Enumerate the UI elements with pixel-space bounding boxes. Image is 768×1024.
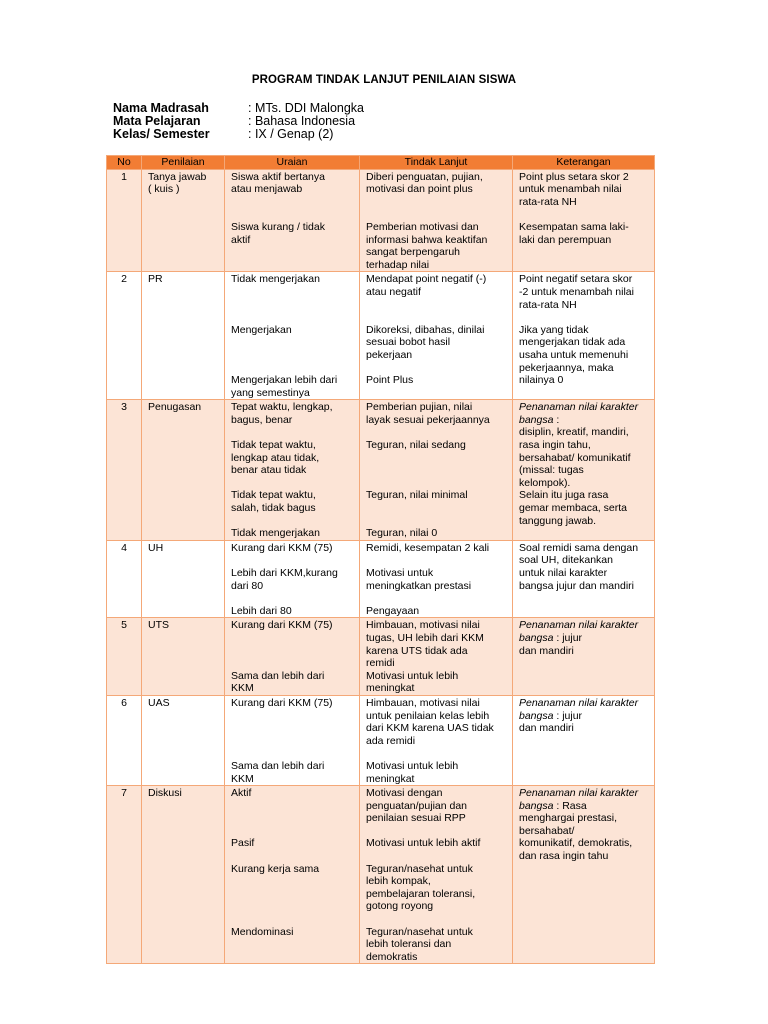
cell-line: Penugasan <box>148 401 202 414</box>
cell-line: Pemberian motivasi dan <box>366 220 479 233</box>
cell-line: tanggung jawab. <box>519 514 597 527</box>
cell-line: meningkatkan prestasi <box>366 579 472 592</box>
cell-line: Jika yang tidak <box>519 323 589 336</box>
cell-line: Point Plus <box>366 374 414 387</box>
header-tindak-lanjut: Tindak Lanjut <box>360 156 513 170</box>
cell-line <box>231 645 353 658</box>
cell-line: yang semestinya <box>231 386 310 399</box>
cell-penilaian <box>142 695 225 785</box>
cell-line: Mendominasi <box>231 925 294 938</box>
cell-keterangan <box>513 695 655 785</box>
header-keterangan: Keterangan <box>513 156 655 170</box>
cell-line: tugas, UH lebih dari KKM <box>366 631 484 644</box>
cell-line: usaha untuk memenuhi <box>519 348 629 361</box>
cell-line: Teguran, nilai sedang <box>366 439 466 452</box>
cell-line <box>366 554 506 567</box>
cell-tindak <box>360 272 513 400</box>
cell-line <box>231 735 353 748</box>
cell-line <box>231 311 353 324</box>
cell-line: sesuai bobot hasil <box>366 336 451 349</box>
cell-line <box>366 311 506 324</box>
cell-line: dan mandiri <box>519 644 574 657</box>
cell-line: untuk penilaian kelas lebih <box>366 709 490 722</box>
cell-line <box>231 812 353 825</box>
cell-line <box>231 208 353 221</box>
cell-line: PR <box>148 273 163 286</box>
cell-line: : Rasa <box>553 799 587 812</box>
follow-up-table <box>106 155 655 964</box>
info-label: Mata Pelajaran <box>113 114 201 128</box>
cell-line <box>231 362 353 375</box>
cell-keterangan <box>513 169 655 272</box>
cell-line: pekerjaan <box>366 348 413 361</box>
cell-line: Teguran/nasehat untuk <box>366 862 473 875</box>
cell-line: pembelajaran toleransi, <box>366 887 476 900</box>
cell-line <box>366 592 506 605</box>
cell-line: soal UH, ditekankan <box>519 554 613 567</box>
cell-line: Tidak tepat waktu, <box>231 489 316 502</box>
cell-line: penguatan/pujian dan <box>366 799 468 812</box>
cell-line <box>366 747 506 760</box>
cell-line: rata-rata NH <box>519 195 577 208</box>
cell-line: bersahabat/ <box>519 824 575 837</box>
cell-line: Kesempatan sama laki- <box>519 220 629 233</box>
cell-line: lebih toleransi dan <box>366 938 452 951</box>
cell-line <box>231 900 353 913</box>
cell-no: 2 <box>107 272 142 400</box>
cell-line <box>231 426 353 439</box>
cell-line: (missal: tugas <box>519 464 584 477</box>
cell-line <box>231 913 353 926</box>
cell-line <box>231 825 353 838</box>
cell-line <box>366 208 506 221</box>
cell-line: Pasif <box>231 837 255 850</box>
cell-no: 3 <box>107 400 142 541</box>
cell-tindak <box>360 169 513 272</box>
cell-line <box>231 477 353 490</box>
cell-line: karena UTS tidak ada <box>366 644 468 657</box>
cell-line <box>366 825 506 838</box>
table-row <box>107 272 655 400</box>
cell-line <box>366 299 506 312</box>
table-row <box>107 169 655 272</box>
header-penilaian: Penilaian <box>142 156 225 170</box>
cell-line: Motivasi untuk lebih <box>366 759 459 772</box>
cell-line: : jujur <box>553 709 583 722</box>
info-label: Kelas/ Semester <box>113 127 210 141</box>
cell-line: informasi bahwa keaktifan <box>366 233 488 246</box>
cell-line: Motivasi dengan <box>366 787 443 800</box>
cell-tindak <box>360 400 513 541</box>
cell-line <box>366 196 506 209</box>
cell-uraian <box>225 540 360 618</box>
cell-line: dari KKM karena UAS tidak <box>366 722 494 735</box>
keterangan-emphasis: Penanaman nilai karakter bangsa <box>519 696 639 722</box>
cell-line <box>366 850 506 863</box>
info-label: Nama Madrasah <box>113 101 209 115</box>
cell-line: Lebih dari 80 <box>231 604 292 617</box>
cell-line: Diskusi <box>148 787 182 800</box>
cell-line <box>519 208 648 221</box>
cell-penilaian <box>142 786 225 964</box>
cell-line: ada remidi <box>366 734 416 747</box>
cell-penilaian <box>142 169 225 272</box>
cell-line: layak sesuai pekerjaannya <box>366 413 490 426</box>
cell-line <box>519 311 648 324</box>
cell-line: laki dan perempuan <box>519 233 612 246</box>
cell-no: 4 <box>107 540 142 618</box>
cell-line: terhadap nilai <box>366 258 430 271</box>
cell-tindak <box>360 786 513 964</box>
table-row <box>107 695 655 785</box>
cell-line <box>231 196 353 209</box>
cell-line: ( kuis ) <box>148 183 180 196</box>
cell-line: Kurang kerja sama <box>231 862 320 875</box>
cell-line: lengkap atau tidak, <box>231 451 320 464</box>
cell-line: Soal remidi sama dengan <box>519 541 639 554</box>
cell-line: rata-rata NH <box>519 298 577 311</box>
cell-line <box>231 554 353 567</box>
cell-line: Sama dan lebih dari <box>231 669 325 682</box>
cell-penilaian <box>142 400 225 541</box>
cell-line: UAS <box>148 696 170 709</box>
cell-line: KKM <box>231 772 254 785</box>
cell-line: meningkat <box>366 772 415 785</box>
cell-line: Tanya jawab <box>148 170 207 183</box>
cell-uraian <box>225 695 360 785</box>
cell-line: komunikatif, demokratis, <box>519 837 633 850</box>
cell-line: KKM <box>231 682 254 695</box>
cell-line: Remidi, kesempatan 2 kali <box>366 541 490 554</box>
cell-uraian <box>225 400 360 541</box>
keterangan-emphasis: Penanaman nilai karakter bangsa <box>519 619 639 644</box>
cell-line: : jujur <box>553 631 583 644</box>
cell-line: dari 80 <box>231 579 264 592</box>
cell-line <box>366 515 506 528</box>
cell-line <box>366 426 506 439</box>
cell-line: pekerjaannya, maka <box>519 361 614 374</box>
cell-line: Tepat waktu, lengkap, <box>231 401 333 414</box>
cell-keterangan <box>513 786 655 964</box>
cell-penilaian <box>142 618 225 696</box>
cell-line: -2 untuk menambah nilai <box>519 285 634 298</box>
cell-tindak <box>360 618 513 696</box>
cell-line: penilaian sesuai RPP <box>366 812 466 825</box>
cell-line: Himbauan, motivasi nilai <box>366 619 480 632</box>
cell-line: disiplin, kreatif, mandiri, <box>519 426 629 439</box>
cell-line: rasa ingin tahu, <box>519 439 591 452</box>
cell-penilaian <box>142 540 225 618</box>
cell-line: salah, tidak bagus <box>231 502 316 515</box>
cell-line: Diberi penguatan, pujian, <box>366 170 483 183</box>
cell-line: kelompok). <box>519 476 571 489</box>
cell-line: untuk nilai karakter <box>519 567 608 579</box>
cell-line <box>231 286 353 299</box>
cell-line: Kurang dari KKM (75) <box>231 696 333 709</box>
table-row <box>107 400 655 541</box>
cell-line: atau negatif <box>366 285 421 298</box>
cell-no: 1 <box>107 169 142 272</box>
cell-uraian <box>225 786 360 964</box>
cell-keterangan <box>513 272 655 400</box>
cell-line: Pengayaan <box>366 604 420 617</box>
table-row <box>107 540 655 618</box>
cell-line: UH <box>148 541 164 554</box>
cell-line <box>231 336 353 349</box>
keterangan-emphasis: Penanaman nilai karakter bangsa <box>519 787 639 812</box>
info-value: : IX / Genap (2) <box>248 127 334 141</box>
cell-tindak <box>360 695 513 785</box>
cell-uraian <box>225 272 360 400</box>
cell-line: bagus, benar <box>231 413 293 426</box>
cell-line <box>231 657 353 670</box>
cell-line: Teguran, nilai minimal <box>366 489 468 502</box>
cell-line: Tidak mengerjakan <box>231 273 320 286</box>
cell-line: lebih kompak, <box>366 875 431 888</box>
cell-line: Pemberian pujian, nilai <box>366 401 473 414</box>
cell-line <box>231 632 353 645</box>
cell-line: Aktif <box>231 787 252 800</box>
cell-line: menghargai prestasi, <box>519 812 618 825</box>
cell-line: Himbauan, motivasi nilai <box>366 696 480 709</box>
cell-keterangan <box>513 400 655 541</box>
cell-no: 5 <box>107 618 142 696</box>
cell-line: sangat berpengaruh <box>366 246 460 259</box>
cell-penilaian <box>142 272 225 400</box>
cell-keterangan <box>513 618 655 696</box>
cell-line: untuk menambah nilai <box>519 183 622 196</box>
cell-line: bangsa jujur dan mandiri <box>519 579 634 592</box>
cell-line <box>366 464 506 477</box>
cell-no: 6 <box>107 695 142 785</box>
cell-line <box>231 592 353 605</box>
header-uraian: Uraian <box>225 156 360 170</box>
cell-keterangan <box>513 540 655 618</box>
cell-line <box>366 362 506 375</box>
info-value: : MTs. DDI Malongka <box>248 101 365 115</box>
cell-line: Motivasi untuk lebih <box>366 669 459 682</box>
cell-line: benar atau tidak <box>231 464 307 477</box>
cell-line <box>366 477 506 490</box>
cell-line: Mendapat point negatif (-) <box>366 273 487 286</box>
cell-line: dan rasa ingin tahu <box>519 850 609 863</box>
cell-line: Motivasi untuk lebih aktif <box>366 837 481 850</box>
cell-line: Dikoreksi, dibahas, dinilai <box>366 323 485 336</box>
cell-tindak <box>360 540 513 618</box>
cell-line <box>231 850 353 863</box>
cell-line: Teguran, nilai 0 <box>366 527 438 540</box>
cell-line: Kurang dari KKM (75) <box>231 541 333 554</box>
header-no: No <box>107 156 142 170</box>
cell-line: : <box>553 413 560 426</box>
cell-line <box>366 452 506 465</box>
cell-line: Sama dan lebih dari <box>231 759 325 772</box>
cell-line: Siswa aktif bertanya <box>231 170 325 183</box>
cell-line <box>366 913 506 926</box>
cell-line: UTS <box>148 619 169 632</box>
cell-line: bersahabat/ komunikatif <box>519 451 631 464</box>
cell-line <box>231 875 353 888</box>
cell-line <box>231 800 353 813</box>
cell-line: Point negatif setara skor <box>519 273 633 286</box>
cell-line <box>231 299 353 312</box>
cell-line: dan mandiri <box>519 722 574 735</box>
table-row <box>107 786 655 964</box>
cell-line: demokratis <box>366 950 418 963</box>
cell-line <box>231 710 353 723</box>
cell-line: Mengerjakan <box>231 323 292 336</box>
cell-line: Selain itu juga rasa <box>519 489 609 502</box>
cell-no: 7 <box>107 786 142 964</box>
cell-line: remidi <box>366 657 395 670</box>
cell-line <box>366 502 506 515</box>
cell-uraian <box>225 169 360 272</box>
cell-line <box>231 747 353 760</box>
cell-line: nilainya 0 <box>519 374 564 387</box>
cell-line: aktif <box>231 233 251 246</box>
cell-line: gotong royong <box>366 900 434 913</box>
cell-line: Motivasi untuk <box>366 567 434 579</box>
table-header-row <box>107 156 655 170</box>
cell-line: mengerjakan tidak ada <box>519 336 626 349</box>
cell-line <box>231 349 353 362</box>
cell-line: Point plus setara skor 2 <box>519 170 629 183</box>
cell-line <box>231 722 353 735</box>
table-body <box>107 169 655 964</box>
cell-line <box>231 515 353 528</box>
cell-line: atau menjawab <box>231 183 303 196</box>
cell-uraian <box>225 618 360 696</box>
cell-line: gemar membaca, serta <box>519 502 627 515</box>
cell-line: Mengerjakan lebih dari <box>231 374 338 387</box>
cell-line: meningkat <box>366 682 415 695</box>
cell-line: Teguran/nasehat untuk <box>366 925 473 938</box>
cell-line: Kurang dari KKM (75) <box>231 619 333 632</box>
info-value: : Bahasa Indonesia <box>248 114 356 128</box>
cell-line: Tidak mengerjakan <box>231 527 320 540</box>
cell-line <box>231 888 353 901</box>
table-row <box>107 618 655 696</box>
cell-line: Tidak tepat waktu, <box>231 439 316 452</box>
cell-line: Siswa kurang / tidak <box>231 220 325 233</box>
cell-line: Lebih dari KKM,kurang <box>231 567 338 579</box>
keterangan-emphasis: Penanaman nilai karakter bangsa <box>519 401 639 426</box>
cell-line: motivasi dan point plus <box>366 183 473 196</box>
document-title: PROGRAM TINDAK LANJUT PENILAIAN SISWA <box>251 74 517 86</box>
